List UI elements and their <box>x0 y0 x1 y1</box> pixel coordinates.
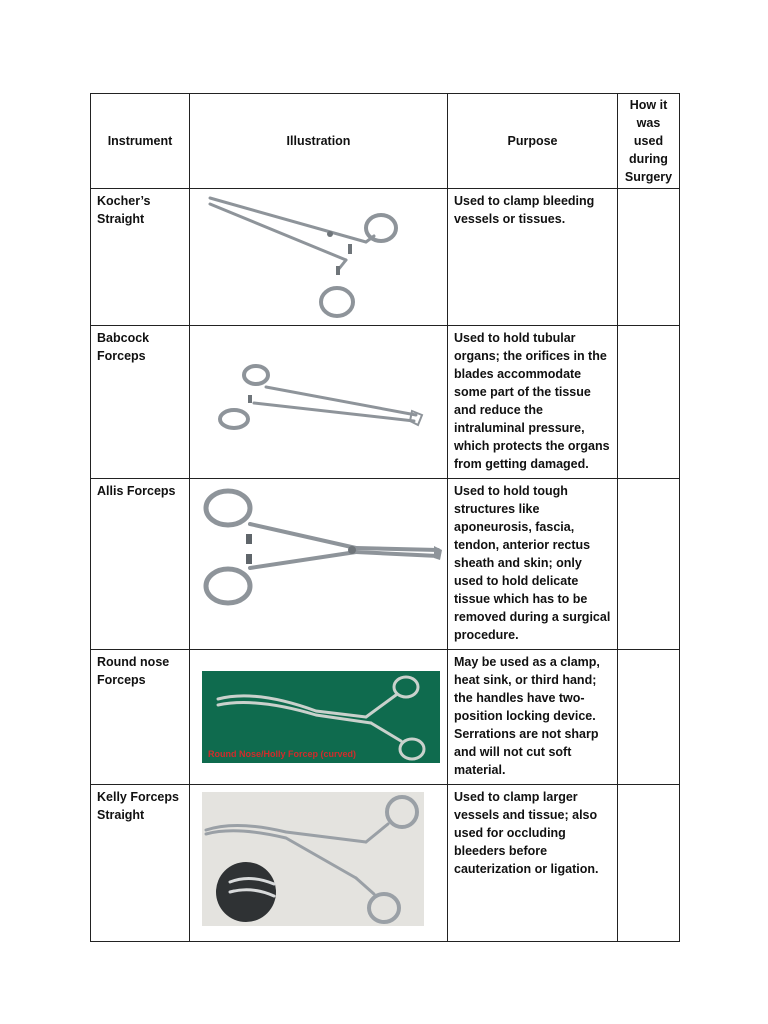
round-nose-caption: Round Nose/Holly Forcep (curved) <box>208 749 357 759</box>
illustration-cell <box>190 650 448 785</box>
table-row <box>91 479 680 650</box>
table-row <box>91 785 680 942</box>
instrument-name: Round nose Forceps <box>91 650 190 785</box>
instrument-name: Kocher’s Straight <box>91 189 190 326</box>
instrument-name: Babcock Forceps <box>91 326 190 479</box>
how-used-cell <box>618 189 680 326</box>
purpose-text: Used to clamp bleeding vessels or tissues. <box>448 189 618 326</box>
instrument-name: Kelly Forceps Straight <box>91 785 190 942</box>
header-row <box>91 94 680 189</box>
header-purpose: Purpose <box>448 94 618 189</box>
illustration-cell <box>190 479 448 650</box>
purpose-text: Used to clamp larger vessels and tissue; also used for occluding bleeders before cauterization or ligation. <box>448 785 618 942</box>
header-instrument: Instrument <box>91 94 190 189</box>
allis-forceps-photo <box>196 482 454 646</box>
table-row <box>91 189 680 326</box>
instrument-table <box>90 93 680 942</box>
purpose-text: Used to hold tubular organs; the orifices in the blades accommodate some part of the tissue and reduce the intraluminal pressure, which protects the organs from getting damaged. <box>448 326 618 479</box>
purpose-text: Used to hold tough structures like aponeurosis, fascia, tendon, anterior rectus sheath and skin; only used to hold delicate tissue which has to be removed during a surgical procedure. <box>448 479 618 650</box>
kochers-forceps-photo <box>196 192 454 322</box>
table-row <box>91 650 680 785</box>
purpose-text: May be used as a clamp, heat sink, or third hand; the handles have two-position locking device. Serrations are not sharp and will not cut soft material. <box>448 650 618 785</box>
header-how-used: How it was used during Surgery <box>618 94 680 189</box>
round-nose-forceps-photo <box>196 653 454 781</box>
kelly-forceps-photo <box>196 788 454 938</box>
babcock-forceps-photo <box>196 329 454 475</box>
how-used-cell <box>618 326 680 479</box>
illustration-cell <box>190 785 448 942</box>
how-used-cell <box>618 785 680 942</box>
illustration-cell <box>190 326 448 479</box>
header-illustration: Illustration <box>190 94 448 189</box>
table-row <box>91 326 680 479</box>
instrument-name: Allis Forceps <box>91 479 190 650</box>
how-used-cell <box>618 650 680 785</box>
how-used-cell <box>618 479 680 650</box>
illustration-cell <box>190 189 448 326</box>
